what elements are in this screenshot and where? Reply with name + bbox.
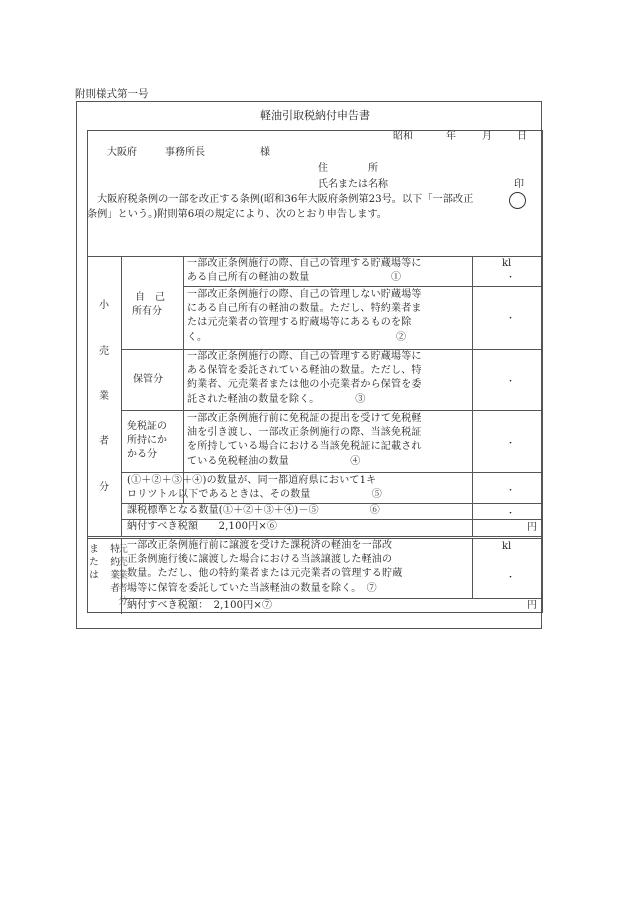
row-2-line-3: たは元売業者の管理する貯蔵場等にあるものを除	[187, 317, 412, 329]
special-v-value	[472, 538, 473, 598]
statement-line-1: 大阪府税条例の一部を改正する条例(昭和36年大阪府条例第23号。以下「一部改正	[97, 194, 474, 205]
special-side-label-1: 特約業者	[110, 544, 120, 594]
form-title: 軽油引取税納付申告書	[260, 109, 370, 122]
value-7: ・	[506, 573, 516, 583]
special-unit-kl: kl	[502, 541, 512, 552]
value-6: ・	[506, 509, 516, 519]
h-line-r1	[183, 286, 543, 287]
row-5-text	[127, 474, 382, 502]
special-side-label-2: 元売業者分	[118, 544, 128, 607]
row-7-line-2: 正条例施行後に譲渡した場合における当該譲渡した軽油の	[127, 554, 393, 566]
exempt-label-1: 免税証の	[127, 421, 167, 432]
row-1-text	[187, 257, 422, 285]
row-6-text: 課税標準となる数量(①＋②＋③＋④)－⑤ ⑥	[127, 505, 381, 516]
row-4-line-3: を所持している場合における当該免税証に記載され	[187, 441, 422, 453]
row-2-line-2: にある自己所有の軽油の数量。ただし、特約業者ま	[187, 303, 422, 315]
v-line-value	[472, 256, 473, 536]
row-4-line-2: 油を引き渡し、一部改正条例施行の際、当該免税証	[187, 427, 422, 439]
row-2-line-1: 一部改正条例施行の際、自己の管理しない貯蔵場等	[187, 289, 422, 300]
row-4-line-4: ている免税軽油の数量 ④	[187, 455, 361, 467]
h-line-r3	[121, 410, 543, 411]
value-4: ・	[506, 439, 516, 449]
value-3: ・	[506, 377, 516, 387]
addressee-prefecture: 大阪府	[107, 147, 137, 158]
retailer-tax-unit: 円	[527, 522, 537, 533]
side-label-2: 売	[99, 346, 109, 357]
year-label: 年	[446, 131, 456, 142]
v-line-label	[183, 256, 184, 503]
special-tax-label: 納付すべき税額： 2,100円×⑦	[127, 600, 273, 611]
row-3-line-4: 託された軽油の数量を除く。 ③	[187, 393, 366, 405]
row-4-text	[187, 412, 422, 469]
h-line-bottom	[87, 536, 543, 537]
row-3-text	[187, 350, 422, 407]
era-label: 昭和	[393, 131, 413, 142]
side-label-1: 小	[99, 300, 109, 311]
row-7-line-4: 場等に保管を委託していた当該軽油の数量を除く。 ⑦	[127, 582, 377, 594]
name-label: 氏名または名称	[318, 179, 388, 190]
custody-label: 保管分	[133, 374, 163, 385]
seal-label: 印	[514, 179, 524, 190]
value-5: ・	[506, 486, 516, 496]
exempt-label-3: かる分	[127, 449, 157, 460]
row-2-text	[187, 288, 422, 345]
row-3-line-3: 約業者、元売業者または他の小売業者から保管を委	[187, 379, 422, 391]
row-2-line-4: く。 ②	[187, 331, 407, 343]
day-label: 日	[517, 131, 527, 142]
row-3-line-2: ある保管を委託されている軽油の数量。ただし、特	[187, 365, 422, 377]
row-7-line-3: 数量。ただし、他の特約業者または元売業者の管理する貯蔵	[127, 568, 403, 580]
side-label-5: 分	[99, 482, 109, 493]
statement-line-2: 条例」という。)附則第6項の規定により、次のとおり申告します。	[87, 209, 387, 220]
address-label: 住 所	[318, 163, 378, 174]
exempt-label-2: 所持にか	[127, 435, 167, 446]
row-7-text	[127, 539, 402, 596]
seal-circle	[509, 192, 526, 209]
value-1: ・	[506, 273, 516, 283]
side-label-4: 者	[99, 436, 109, 447]
row-7-line-1: 一部改正条例施行前に譲渡を受けた課税済の軽油を一部改	[127, 540, 393, 551]
row-1-line-2: ある自己所有の軽油の数量 ①	[187, 272, 402, 284]
row-5-line-1: (①＋②＋③＋④)の数量が、同一都道府県において1キ	[127, 475, 377, 486]
v-line-side	[121, 256, 122, 536]
self-owned-label-2: 所有分	[132, 306, 162, 317]
unit-kl: kl	[502, 258, 512, 269]
side-label-3: 業	[99, 391, 109, 402]
h-line-r4	[121, 472, 543, 473]
form-number: 附則様式第一号	[75, 88, 149, 100]
self-owned-label-1: 自 己	[135, 292, 165, 303]
honorific: 様	[260, 147, 270, 158]
row-5-line-2: ロリツトル以下であるときは、その数量 ⑤	[127, 489, 382, 501]
addressee-office: 事務所長	[165, 147, 205, 158]
row-4-line-1: 一部改正条例施行前に免税証の提出を受けて免税軽	[187, 413, 422, 424]
special-side-label-3: または	[89, 544, 99, 581]
retailer-tax-label: 納付すべき税額 2,100円×⑥	[127, 521, 278, 532]
value-2: ・	[506, 314, 516, 324]
month-label: 月	[482, 131, 492, 142]
row-3-line-1: 一部改正条例施行の際、自己の管理する貯蔵場等に	[187, 351, 422, 362]
special-tax-unit: 円	[527, 600, 537, 611]
row-1-line-1: 一部改正条例施行の際、自己の管理する貯蔵場等に	[187, 258, 422, 269]
